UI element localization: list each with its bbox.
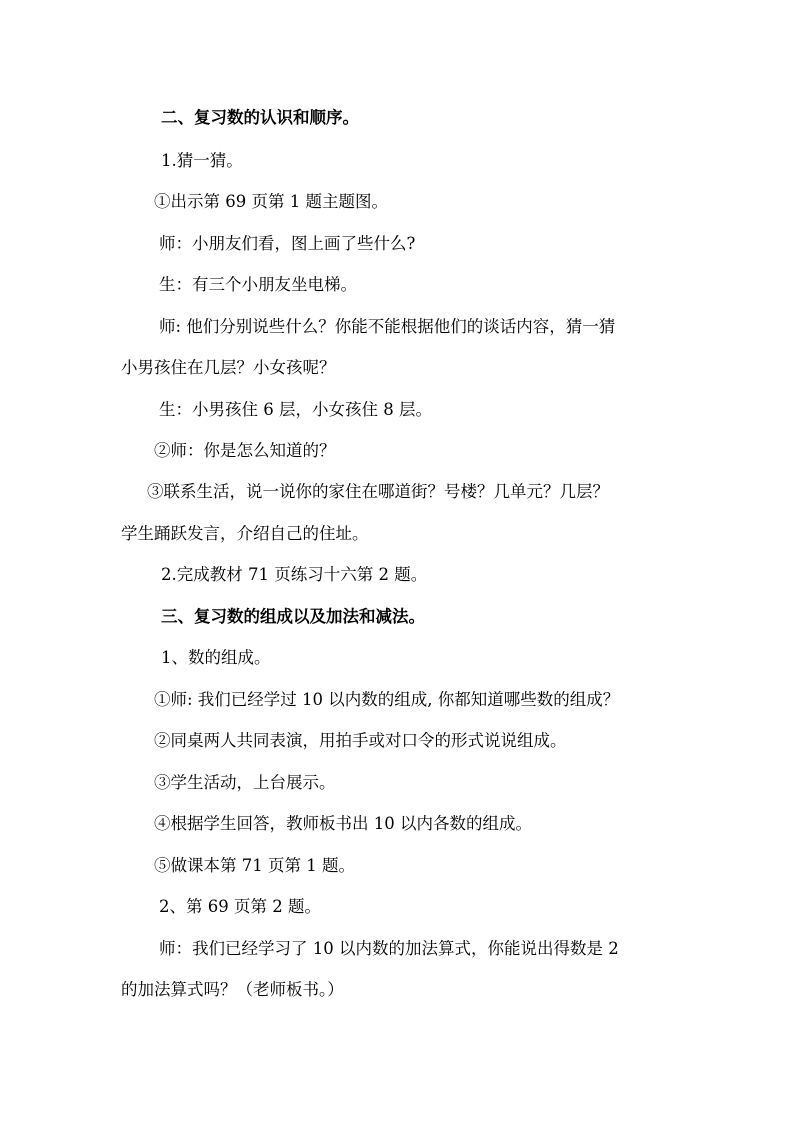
paragraph-line: 师：我们已经学习了 10 以内数的加法算式，你能说出得数是 2 <box>159 939 619 958</box>
paragraph-line: 的加法算式吗？（老师板书。） <box>121 980 344 999</box>
paragraph-line: 1.猜一猜。 <box>161 151 243 170</box>
paragraph-line: 师：小朋友们看，图上画了些什么? <box>159 234 416 253</box>
paragraph-line: ①出示第 69 页第 1 题主题图。 <box>154 192 388 211</box>
paragraph-line: ⑤做课本第 71 页第 1 题。 <box>154 856 355 875</box>
paragraph-line: 小男孩住在几层？小女孩呢？ <box>121 358 336 377</box>
section-heading-review-number-order: 二、复习数的认识和顺序。 <box>161 108 359 127</box>
paragraph-line: ②师：你是怎么知道的？ <box>154 441 336 460</box>
paragraph-line: 学生踊跃发言，介绍自己的住址。 <box>121 524 369 543</box>
paragraph-line: ③联系生活，说一说你的家住在哪道街？号楼？几单元？几层？ <box>147 482 609 501</box>
paragraph-line: ②同桌两人共同表演，用拍手或对口令的形式说说组成。 <box>154 731 567 750</box>
paragraph-line: 2.完成教材 71 页练习十六第 2 题。 <box>161 565 428 584</box>
paragraph-line: 师: 他们分别说些什么？你能不能根据他们的谈话内容，猜一猜 <box>159 317 616 336</box>
paragraph-line: ③学生活动，上台展示。 <box>154 773 336 792</box>
paragraph-line: 2、第 69 页第 2 题。 <box>159 897 321 916</box>
paragraph-line: ④根据学生回答，教师板书出 10 以内各数的组成。 <box>154 814 532 833</box>
paragraph-line: 1、数的组成。 <box>161 648 271 667</box>
paragraph-line: 生：有三个小朋友坐电梯。 <box>159 275 357 294</box>
paragraph-line: ①师: 我们已经学过 10 以内数的组成, 你都知道哪些数的组成？ <box>154 690 620 709</box>
section-heading-review-composition-add-sub: 三、复习数的组成以及加法和减法。 <box>161 607 425 626</box>
paragraph-line: 生：小男孩住 6 层，小女孩住 8 层。 <box>159 400 432 419</box>
